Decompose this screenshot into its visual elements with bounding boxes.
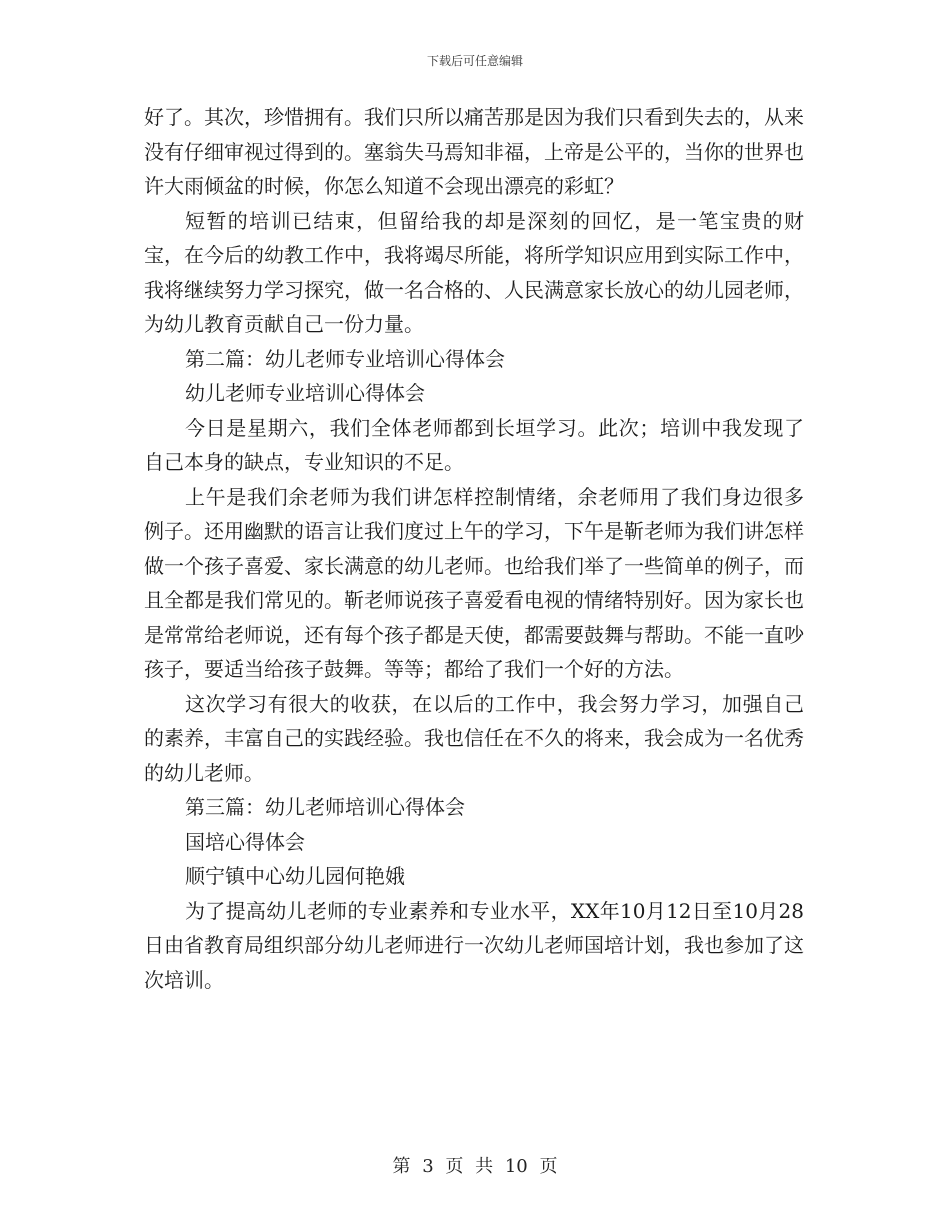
section-heading-2: 第二篇：幼儿老师专业培训心得体会 <box>185 346 505 371</box>
author-line: 顺宁镇中心幼儿园何艳娥 <box>185 864 405 888</box>
paragraph-1: 好了。其次，珍惜拥有。我们只所以痛苦那是因为我们只看到失去的，从来没有仔细审视过得到的。塞翁失马焉知非福，上帝是公平的，当你的世界也许大雨倾盆的时候，你怎么知道不会现出漂亮的彩虹？ <box>144 105 804 198</box>
page-number: 第 3 页 共 10 页 <box>392 1156 558 1177</box>
paragraph-6: 为了提高幼儿老师的专业素养和专业水平，XX年10月12日至10月28日由省教育局组织部分幼儿老师进行一次幼儿老师国培计划，我也参加了这次培训。 <box>144 898 804 992</box>
page-header: 下载后可任意编辑 <box>426 54 523 68</box>
section-heading-3: 第三篇：幼儿老师培训心得体会 <box>185 795 465 819</box>
document-body <box>144 100 804 997</box>
paragraph-4: 上午是我们余老师为我们讲怎样控制情绪，余老师用了我们身边很多例子。还用幽默的语言让我们度过上午的学习，下午是靳老师为我们讲怎样做一个孩子喜爱、家长满意的幼儿老师。也给我们举了一些简单的例子，而且全都是我们常见的。靳老师说孩子喜爱看电视的情绪特别好。因为家长也是常常给老师说，还有每个孩子都是天使，都需要鼓舞与帮助。不能一直吵孩子，要适当给孩子鼓舞。等等；都给了我们一个好的方法。 <box>144 484 804 681</box>
paragraph-5: 这次学习有很大的收获，在以后的工作中，我会努力学习，加强自己的素养，丰富自己的实践经验。我也信任在不久的将来，我会成为一名优秀的幼儿老师。 <box>144 691 804 785</box>
paragraph-3: 今日是星期六，我们全体老师都到长垣学习。此次；培训中我发现了自己本身的缺点，专业知识的不足。 <box>144 415 804 474</box>
section-subtitle-3: 国培心得体会 <box>185 829 305 854</box>
paragraph-2: 短暂的培训已结束，但留给我的却是深刻的回忆，是一笔宝贵的财宝，在今后的幼教工作中，我将竭尽所能，将所学知识应用到实际工作中，我将继续努力学习探究，做一名合格的、人民满意家长放心的幼儿园老师，为幼儿教育贡献自己一份力量。 <box>144 208 804 336</box>
section-subtitle-2: 幼儿老师专业培训心得体会 <box>185 381 425 405</box>
